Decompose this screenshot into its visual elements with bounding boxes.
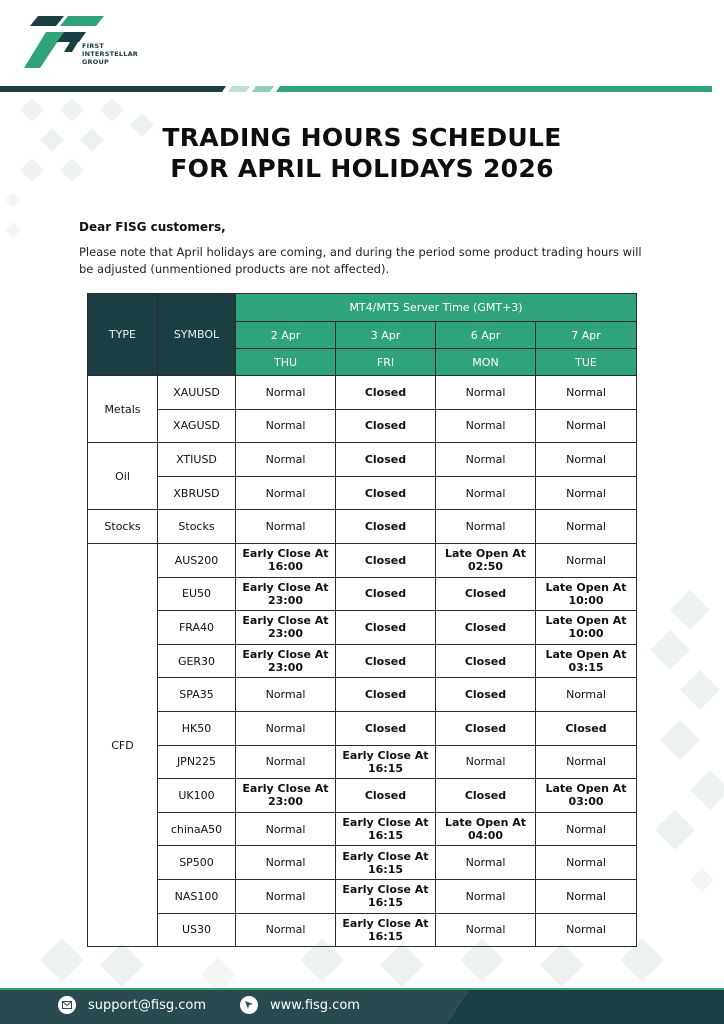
- type-header: TYPE: [88, 294, 158, 376]
- date-header: 2 Apr: [236, 322, 336, 349]
- schedule-cell: Normal: [536, 846, 637, 880]
- date-header: 7 Apr: [536, 322, 637, 349]
- type-cell: Metals: [88, 376, 158, 443]
- symbol-cell: EU50: [158, 577, 236, 611]
- symbol-cell: US30: [158, 913, 236, 947]
- symbol-cell: GER30: [158, 644, 236, 678]
- schedule-cell: Early Close At 23:00: [236, 779, 336, 813]
- schedule-cell: Normal: [536, 678, 637, 712]
- schedule-cell: Closed: [336, 543, 436, 577]
- schedule-cell: Closed: [336, 611, 436, 645]
- schedule-cell: Closed: [436, 577, 536, 611]
- schedule-cell: Normal: [236, 443, 336, 477]
- schedule-cell: Closed: [336, 644, 436, 678]
- schedule-cell: Closed: [336, 443, 436, 477]
- schedule-cell: Early Close At 23:00: [236, 644, 336, 678]
- title-line-2: FOR APRIL HOLIDAYS 2026: [170, 154, 554, 183]
- mail-icon: [58, 996, 76, 1014]
- schedule-cell: Normal: [536, 476, 637, 510]
- symbol-cell: Stocks: [158, 510, 236, 544]
- schedule-cell: Normal: [236, 409, 336, 443]
- schedule-cell: Closed: [336, 678, 436, 712]
- day-header: TUE: [536, 349, 637, 376]
- symbol-cell: UK100: [158, 779, 236, 813]
- schedule-cell: Early Close At 23:00: [236, 577, 336, 611]
- schedule-cell: Closed: [336, 376, 436, 410]
- date-header: 3 Apr: [336, 322, 436, 349]
- email-text[interactable]: support@fisg.com: [88, 997, 207, 1013]
- symbol-cell: XAUUSD: [158, 376, 236, 410]
- schedule-cell: Normal: [236, 711, 336, 745]
- schedule-cell: Normal: [436, 443, 536, 477]
- schedule-cell: Late Open At 10:00: [536, 611, 637, 645]
- table-row: [88, 711, 637, 745]
- table-row: [88, 376, 637, 410]
- symbol-header: SYMBOL: [158, 294, 236, 376]
- type-cell: Oil: [88, 443, 158, 510]
- website-text[interactable]: www.fisg.com: [270, 997, 360, 1013]
- table-row: [88, 812, 637, 846]
- schedule-cell: Normal: [436, 376, 536, 410]
- table-row: [88, 678, 637, 712]
- date-header: 6 Apr: [436, 322, 536, 349]
- schedule-cell: Normal: [536, 812, 637, 846]
- schedule-cell: Normal: [436, 846, 536, 880]
- intro-paragraph: Please note that April holidays are coming, and during the period some product trading hours will be adjusted (unmentioned products are not affected).: [79, 245, 642, 276]
- schedule-cell: Early Close At 16:15: [336, 913, 436, 947]
- table-row: [88, 644, 637, 678]
- schedule-cell: Normal: [236, 678, 336, 712]
- schedule-cell: Normal: [236, 846, 336, 880]
- schedule-cell: Normal: [536, 913, 637, 947]
- symbol-cell: chinaA50: [158, 812, 236, 846]
- schedule-cell: Early Close At 16:15: [336, 812, 436, 846]
- schedule-cell: Late Open At 04:00: [436, 812, 536, 846]
- trading-hours-table: [87, 293, 637, 947]
- cursor-icon: [240, 996, 258, 1014]
- table-row: [88, 879, 637, 913]
- schedule-cell: Closed: [336, 409, 436, 443]
- symbol-cell: SP500: [158, 846, 236, 880]
- schedule-cell: Closed: [436, 611, 536, 645]
- schedule-cell: Closed: [436, 779, 536, 813]
- symbol-cell: JPN225: [158, 745, 236, 779]
- day-header: FRI: [336, 349, 436, 376]
- symbol-cell: NAS100: [158, 879, 236, 913]
- schedule-cell: Normal: [536, 376, 637, 410]
- symbol-cell: HK50: [158, 711, 236, 745]
- schedule-cell: Late Open At 03:15: [536, 644, 637, 678]
- schedule-cell: Normal: [436, 510, 536, 544]
- table-row: [88, 543, 637, 577]
- table-row: [88, 510, 637, 544]
- schedule-cell: Late Open At 03:00: [536, 779, 637, 813]
- symbol-cell: XBRUSD: [158, 476, 236, 510]
- schedule-cell: Normal: [436, 879, 536, 913]
- schedule-cell: Normal: [236, 879, 336, 913]
- symbol-cell: FRA40: [158, 611, 236, 645]
- schedule-cell: Normal: [536, 543, 637, 577]
- table-row: [88, 745, 637, 779]
- schedule-cell: Normal: [236, 376, 336, 410]
- schedule-cell: Closed: [336, 779, 436, 813]
- schedule-cell: Closed: [336, 510, 436, 544]
- schedule-cell: Normal: [436, 476, 536, 510]
- table-row: [88, 779, 637, 813]
- schedule-cell: Normal: [236, 510, 336, 544]
- schedule-cell: Early Close At 16:00: [236, 543, 336, 577]
- header-stripe: [0, 86, 724, 92]
- schedule-cell: Closed: [436, 711, 536, 745]
- schedule-cell: Early Close At 16:15: [336, 879, 436, 913]
- symbol-cell: SPA35: [158, 678, 236, 712]
- schedule-cell: Closed: [536, 711, 637, 745]
- schedule-cell: Closed: [436, 644, 536, 678]
- schedule-cell: Early Close At 16:15: [336, 846, 436, 880]
- schedule-cell: Normal: [536, 409, 637, 443]
- greeting: Dear FISG customers,: [79, 220, 226, 234]
- schedule-cell: Closed: [336, 711, 436, 745]
- schedule-cell: Normal: [536, 443, 637, 477]
- schedule-cell: Normal: [236, 476, 336, 510]
- logo-wordmark: FIRST INTERSTELLAR GROUP: [82, 42, 139, 66]
- footer-website[interactable]: [240, 994, 360, 1016]
- title-line-1: TRADING HOURS SCHEDULE: [162, 123, 562, 152]
- symbol-cell: XAGUSD: [158, 409, 236, 443]
- day-header: MON: [436, 349, 536, 376]
- schedule-cell: Normal: [536, 510, 637, 544]
- table-row: [88, 577, 637, 611]
- schedule-cell: Early Close At 16:15: [336, 745, 436, 779]
- footer-email[interactable]: [58, 994, 206, 1016]
- table-row: [88, 476, 637, 510]
- schedule-cell: Normal: [536, 745, 637, 779]
- schedule-cell: Normal: [536, 879, 637, 913]
- symbol-cell: AUS200: [158, 543, 236, 577]
- schedule-cell: Normal: [436, 409, 536, 443]
- schedule-cell: Closed: [336, 577, 436, 611]
- day-header: THU: [236, 349, 336, 376]
- schedule-cell: Normal: [436, 745, 536, 779]
- schedule-cell: Closed: [436, 678, 536, 712]
- symbol-cell: XTIUSD: [158, 443, 236, 477]
- table-row: [88, 409, 637, 443]
- table-row: [88, 611, 637, 645]
- schedule-cell: Late Open At 02:50: [436, 543, 536, 577]
- schedule-cell: Early Close At 23:00: [236, 611, 336, 645]
- table-row: [88, 913, 637, 947]
- type-cell: Stocks: [88, 510, 158, 544]
- schedule-cell: Normal: [236, 812, 336, 846]
- table-row: [88, 443, 637, 477]
- server-time-header: MT4/MT5 Server Time (GMT+3): [236, 294, 637, 322]
- type-cell: CFD: [88, 543, 158, 946]
- schedule-cell: Normal: [436, 913, 536, 947]
- schedule-cell: Normal: [236, 913, 336, 947]
- schedule-cell: Closed: [336, 476, 436, 510]
- schedule-cell: Late Open At 10:00: [536, 577, 637, 611]
- table-row: [88, 846, 637, 880]
- page-title: [0, 122, 724, 184]
- schedule-cell: Normal: [236, 745, 336, 779]
